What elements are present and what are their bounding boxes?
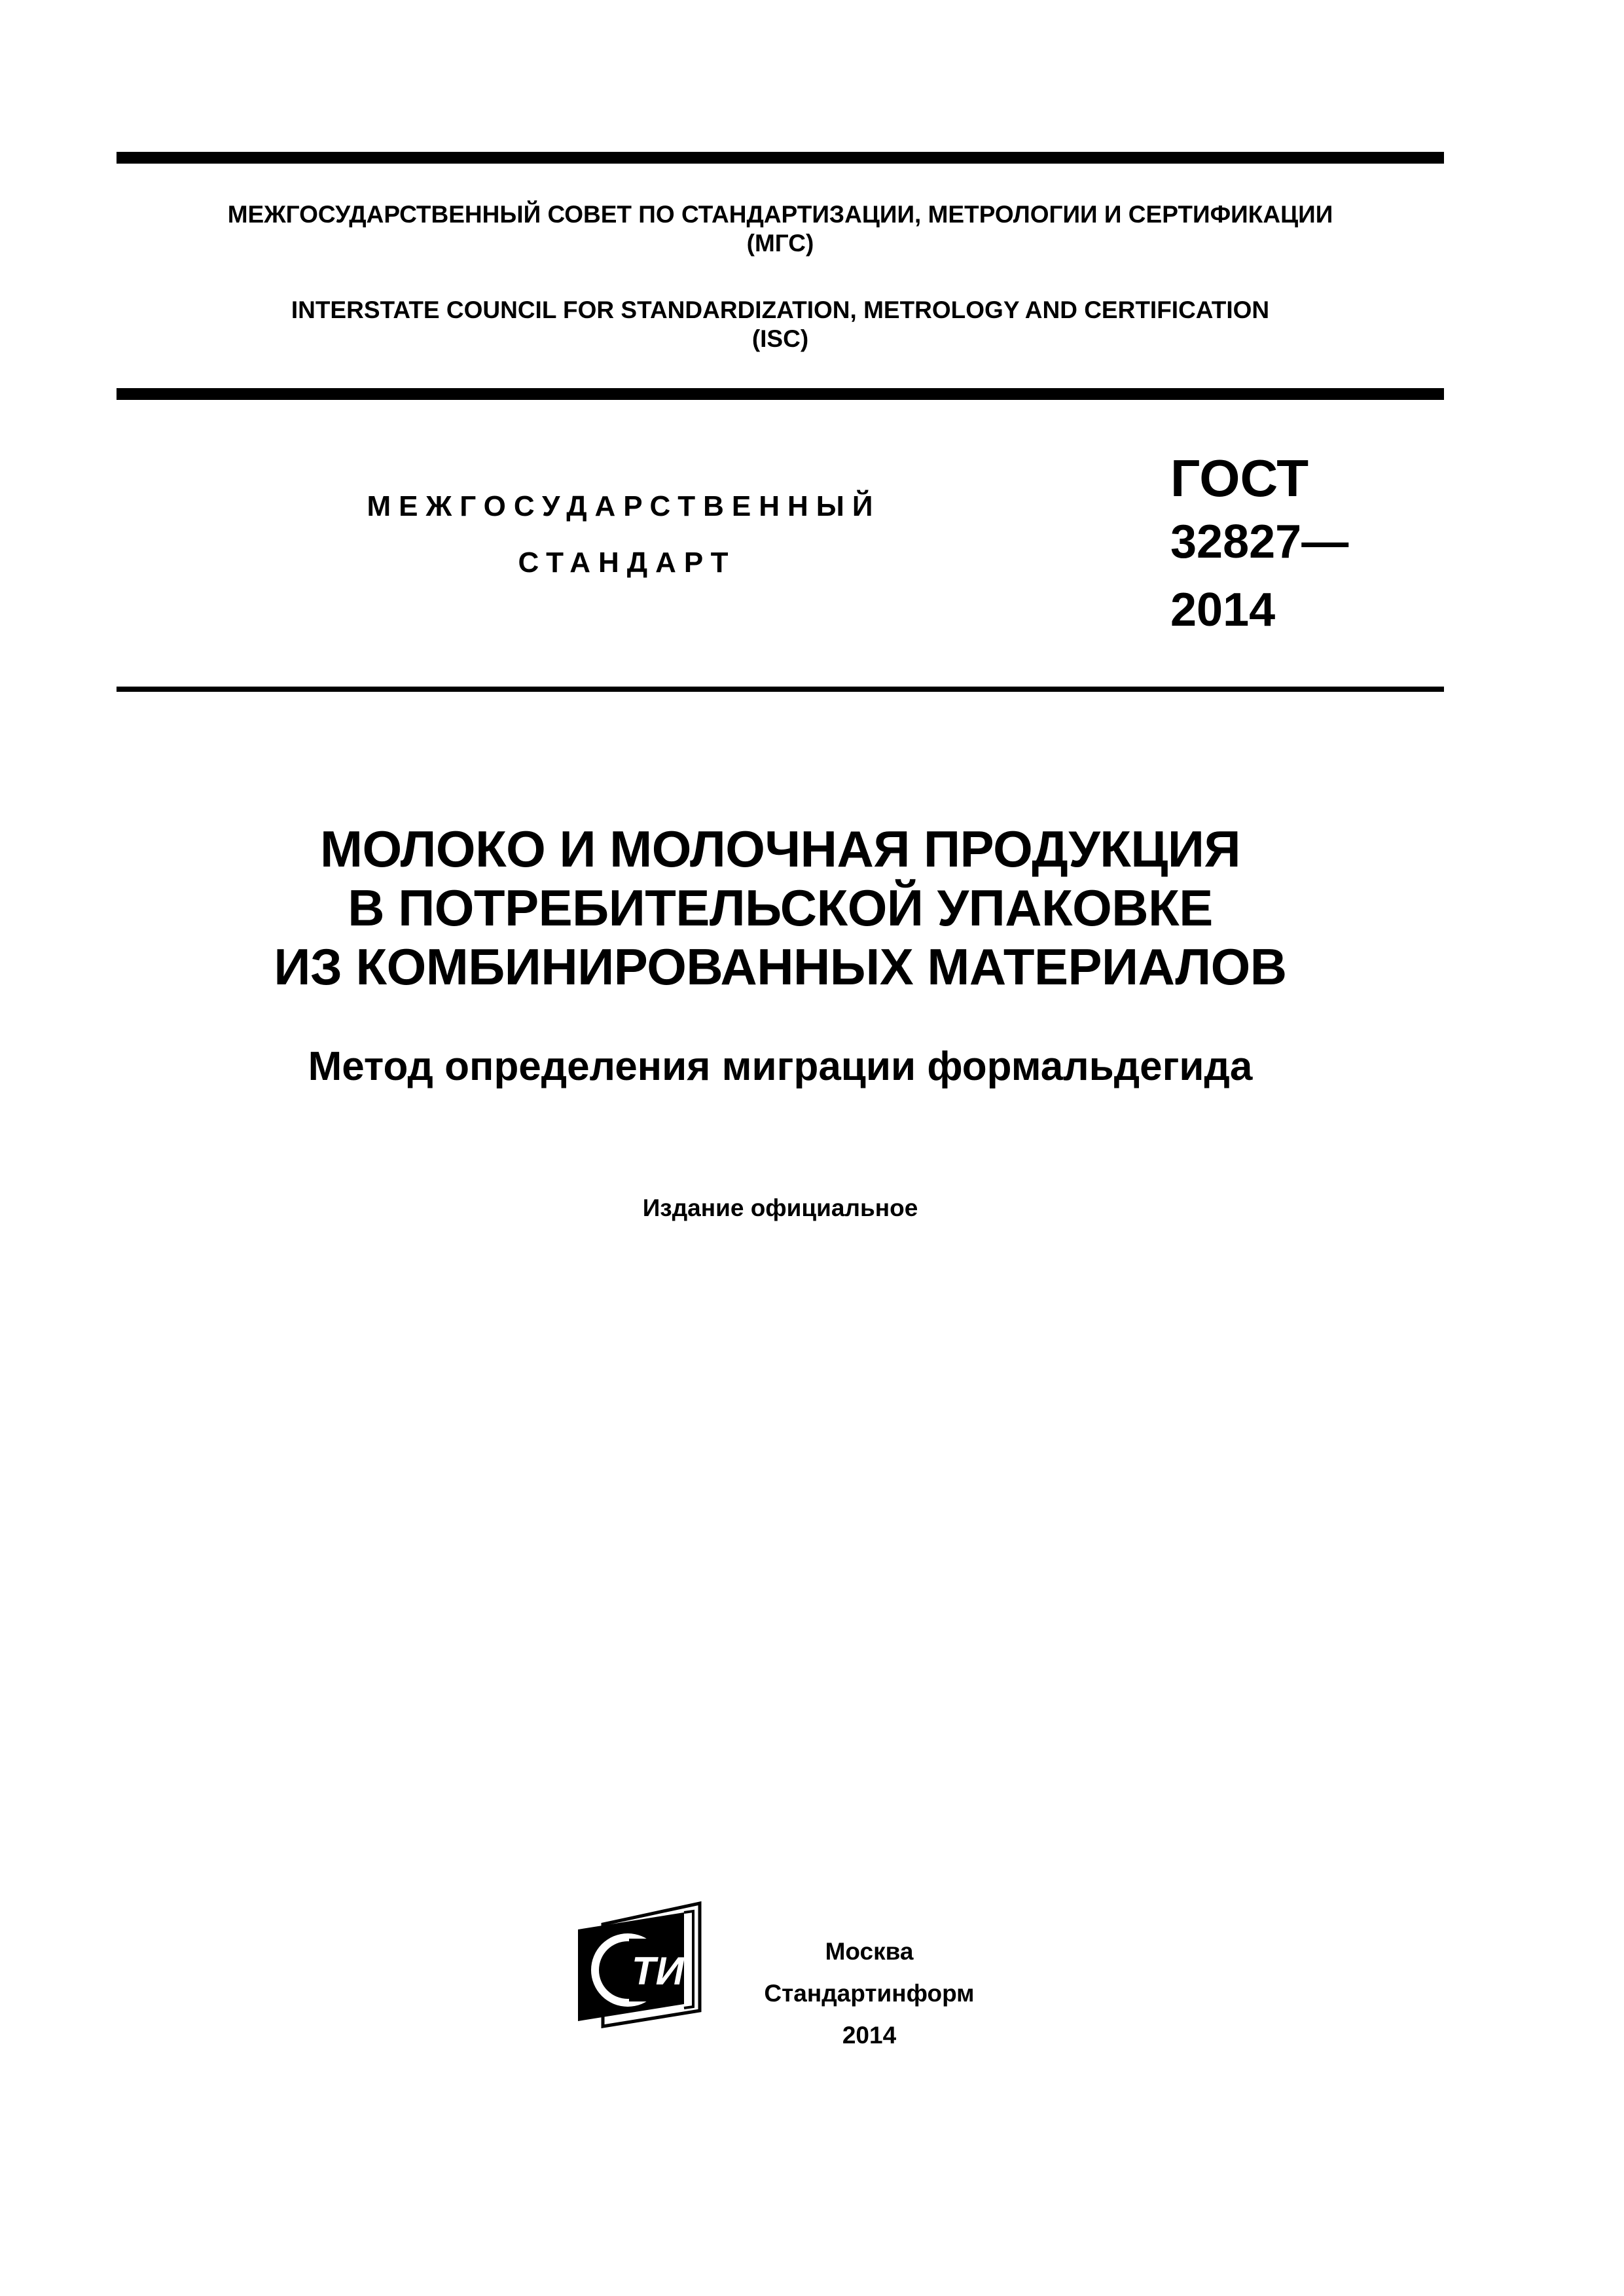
council-name-en	[117, 296, 1444, 353]
header-bottom-rule	[117, 388, 1444, 400]
document-title	[117, 819, 1444, 996]
top-rule	[117, 152, 1444, 164]
council-abbr-en: (ISC)	[751, 325, 809, 352]
council-name-ru	[117, 200, 1444, 258]
svg-text:ТИ: ТИ	[632, 1949, 684, 1993]
edition-label: Издание официальное	[642, 1194, 918, 1221]
council-name-en-text: INTERSTATE COUNCIL FOR STANDARDIZATION, METROLOGY AND CERTIFICATION	[291, 296, 1270, 323]
document-subtitle: Метод определения миграции формальдегида	[308, 1044, 1253, 1089]
designation-bottom-rule	[117, 687, 1444, 692]
standartinform-logo-icon	[571, 1901, 706, 2030]
gost-number: 32827—	[1170, 516, 1349, 568]
gost-designation	[1170, 449, 1348, 644]
title-line-3: ИЗ КОМБИНИРОВАННЫХ МАТЕРИАЛОВ	[274, 938, 1287, 996]
gost-year: 2014	[1170, 584, 1276, 636]
imprint-year: 2014	[842, 2022, 897, 2049]
council-abbr-ru: (МГС)	[746, 230, 814, 257]
standard-type-line1: МЕЖГОСУДАРСТВЕННЫЙ	[367, 490, 881, 522]
imprint	[738, 1931, 1000, 2056]
gost-prefix: ГОСТ	[1170, 449, 1309, 507]
council-name-ru-text: МЕЖГОСУДАРСТВЕННЫЙ СОВЕТ ПО СТАНДАРТИЗАЦИИ, МЕТРОЛОГИИ И СЕРТИФИКАЦИИ	[227, 201, 1333, 228]
standard-type-line2: СТАНДАРТ	[518, 547, 736, 579]
imprint-city: Москва	[825, 1938, 914, 1965]
title-line-2: В ПОТРЕБИТЕЛЬСКОЙ УПАКОВКЕ	[348, 879, 1213, 937]
title-line-1: МОЛОКО И МОЛОЧНАЯ ПРОДУКЦИЯ	[319, 820, 1241, 878]
imprint-publisher: Стандартинформ	[764, 1980, 975, 2007]
